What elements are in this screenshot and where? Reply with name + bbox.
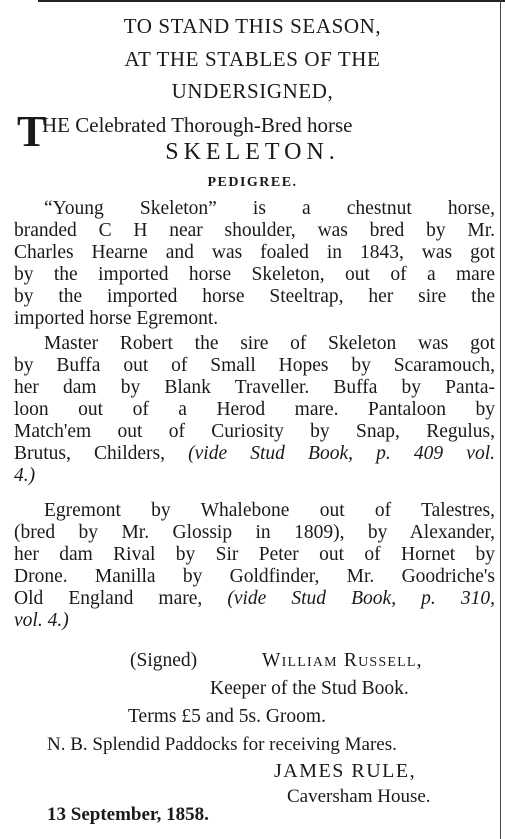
text-line: [14, 588, 495, 610]
heading-line-2: AT THE STABLES OF THE: [124, 47, 381, 71]
text-line: Drone. Manilla by Goldfinder, Mr. Goodriche's: [14, 566, 495, 587]
text-line: Charles Hearne and was foaled in 1843, was got: [14, 242, 495, 263]
signature-row: [130, 650, 500, 672]
owner-name: JAMES RULE,: [274, 760, 417, 782]
signatory-name: William Russell,: [262, 650, 423, 671]
text-line: branded C H near shoulder, was bred by Mr.: [14, 220, 495, 241]
text-line: (bred by Mr. Glossip in 1809), by Alexander,: [14, 522, 495, 543]
pedigree-heading: PEDIGREE.: [207, 175, 298, 190]
text-fragment: Old England mare,: [14, 588, 228, 609]
text-line: Egremont by Whalebone out of Talestres,: [44, 500, 495, 521]
text-line: [14, 443, 495, 465]
text-fragment: Brutus, Childers,: [14, 443, 189, 464]
owner-house: Caversham House.: [287, 786, 431, 807]
text-line: her dam by Blank Traveller. Buffa by Panta-: [14, 377, 495, 398]
intro-line: HE Celebrated Thorough-Bred horse: [42, 113, 353, 137]
paragraph-egremont: [14, 500, 495, 632]
drop-cap: T: [17, 107, 47, 156]
text-line: by the imported horse Skeleton, out of a mare: [14, 264, 495, 285]
date-line: 13 September, 1858.: [47, 804, 209, 825]
note-line: N. B. Splendid Paddocks for receiving Mares.: [47, 734, 397, 755]
terms-line: Terms £5 and 5s. Groom.: [128, 706, 326, 727]
text-line: Master Robert the sire of Skeleton was got: [44, 333, 495, 354]
stud-book-reference: (vide Stud Book, p. 310,: [227, 588, 495, 609]
text-line: imported horse Egremont.: [14, 308, 219, 329]
signed-label: (Signed): [130, 650, 198, 671]
paragraph-master-robert: [14, 333, 495, 487]
horse-name: SKELETON.: [165, 139, 340, 165]
text-line: “Young Skeleton” is a chestnut horse,: [44, 198, 495, 219]
text-line: by the imported horse Steeltrap, her sire the: [14, 286, 495, 307]
signatory-title: Keeper of the Stud Book.: [210, 678, 409, 699]
stud-book-reference: vol. 4.): [14, 610, 69, 631]
text-line: by Buffa out of Small Hopes by Scaramouch,: [14, 355, 495, 376]
top-border-rule: [38, 0, 505, 2]
heading-line-1: TO STAND THIS SEASON,: [123, 14, 382, 38]
text-line: her dam Rival by Sir Peter out of Hornet by: [14, 544, 495, 565]
paragraph-young-skeleton: [14, 198, 495, 330]
text-line: Match'em out of Curiosity by Snap, Regulus,: [14, 421, 495, 442]
stud-book-reference: (vide Stud Book, p. 409 vol.: [188, 443, 495, 464]
heading-line-3: UNDERSIGNED,: [171, 79, 334, 103]
text-line: loon out of a Herod mare. Pantaloon by: [14, 399, 495, 420]
stud-book-reference: 4.): [14, 465, 36, 486]
